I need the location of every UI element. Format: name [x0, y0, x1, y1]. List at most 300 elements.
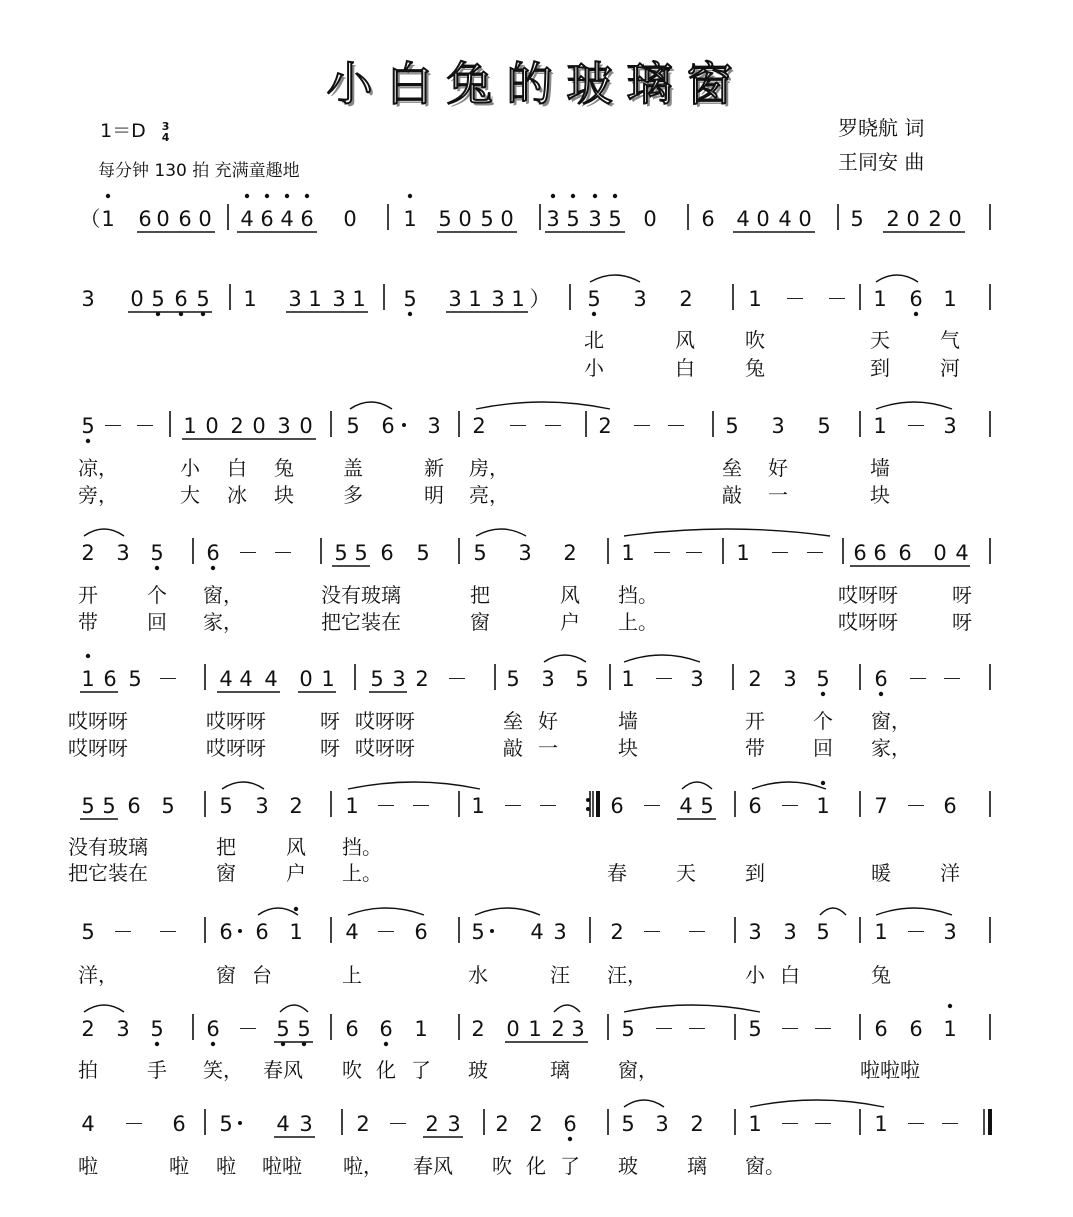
high-octave-dot	[86, 654, 90, 658]
note-7-18: 5	[748, 1017, 762, 1041]
lyric-6-2: 呀	[320, 709, 340, 733]
note-6-20: 3	[943, 920, 957, 944]
lyric-11-6: 了	[411, 1058, 431, 1082]
note-6-17: 5	[816, 920, 830, 944]
note-3-15: －	[683, 541, 705, 565]
note-7-22: 6	[909, 1017, 923, 1041]
lyric-2-3: 兔	[274, 456, 294, 480]
note-2-18: 5	[725, 414, 739, 438]
slur-arc	[624, 1005, 760, 1012]
high-octave-dot	[551, 194, 555, 198]
low-octave-dot	[384, 1042, 388, 1046]
note-4-13: 5	[506, 667, 520, 691]
note-1-14: 1	[511, 287, 525, 311]
lyric-11-3: 春风	[263, 1058, 303, 1082]
low-octave-dot	[821, 692, 825, 696]
note-8-14: 3	[655, 1112, 669, 1136]
lyric-12-6: 吹	[492, 1154, 512, 1178]
lyric-3-9: 块	[870, 483, 890, 507]
note-8-21: －	[939, 1112, 961, 1136]
low-octave-dot	[408, 312, 412, 316]
note-6-10: 4	[530, 920, 544, 944]
slur-arc	[476, 402, 610, 409]
lyric-11-0: 拍	[78, 1058, 98, 1082]
note-7-3: 6	[206, 1017, 220, 1041]
lyric-6-7: 开	[745, 709, 765, 733]
note-3-21: 6	[898, 541, 912, 565]
note-7-20: －	[812, 1017, 834, 1041]
lyric-6-3: 哎呀呀	[355, 709, 415, 733]
note-2-7: 3	[277, 414, 291, 438]
note-6-16: 3	[783, 920, 797, 944]
lyric-3-2: 冰	[227, 483, 247, 507]
lyric-11-4: 吹	[342, 1058, 362, 1082]
lyric-10-5: 汪	[550, 963, 570, 987]
note-7-21: 6	[874, 1017, 888, 1041]
note-5-10: 1	[471, 794, 485, 818]
lyric-2-0: 凉，	[78, 456, 118, 480]
lyric-12-10: 璃	[687, 1154, 707, 1178]
lyric-9-1: 窗	[216, 861, 236, 885]
note-7-7: 6	[345, 1017, 359, 1041]
augmentation-dot	[238, 1121, 242, 1125]
high-octave-dot	[285, 194, 289, 198]
note-1-10: 5	[403, 287, 417, 311]
note-5-18: －	[779, 794, 801, 818]
note-4-14: 3	[541, 667, 555, 691]
note-7-0: 2	[81, 1017, 95, 1041]
high-octave-dot	[106, 194, 110, 198]
lyric-10-4: 水	[468, 963, 488, 987]
note-4-19: 2	[748, 667, 762, 691]
lyric-7-8: 回	[813, 736, 833, 760]
low-octave-dot	[155, 1042, 159, 1046]
note-3-2: 5	[150, 541, 164, 565]
note-0-29: 2	[928, 207, 942, 231]
lyric-11-7: 玻	[468, 1058, 488, 1082]
note-4-3: －	[157, 667, 179, 691]
note-0-20: 0	[643, 207, 657, 231]
note-0-6: 4	[240, 207, 254, 231]
note-1-23: 6	[909, 287, 923, 311]
lyric-5-1: 回	[147, 610, 167, 634]
note-5-20: 7	[874, 794, 888, 818]
lyric-3-8: 一	[768, 483, 788, 507]
lyric-9-4: 春	[607, 861, 627, 885]
note-3-7: 5	[354, 541, 368, 565]
high-octave-dot	[265, 194, 269, 198]
lyric-11-2: 笑，	[203, 1058, 243, 1082]
note-0-0: （	[79, 207, 101, 231]
lyric-5-2: 家，	[203, 610, 243, 634]
lyric-7-3: 哎呀呀	[355, 736, 415, 760]
note-2-8: 0	[299, 414, 313, 438]
lyric-10-6: 汪，	[607, 963, 647, 987]
note-7-2: 5	[150, 1017, 164, 1041]
note-2-10: 6	[381, 414, 395, 438]
lyric-10-3: 上	[342, 963, 362, 987]
lyric-9-0: 把它装在	[68, 861, 148, 885]
note-6-5: 1	[289, 920, 303, 944]
note-6-19: －	[905, 920, 927, 944]
slur-arc	[350, 402, 392, 409]
note-5-2: 6	[127, 794, 141, 818]
lyric-4-4: 把	[470, 583, 490, 607]
lyric-6-1: 哎呀呀	[206, 709, 266, 733]
lyric-9-6: 到	[745, 861, 765, 885]
lyric-7-6: 块	[618, 736, 638, 760]
lyric-6-6: 墙	[618, 709, 638, 733]
note-7-6: 5	[297, 1017, 311, 1041]
slur-arc	[682, 782, 712, 789]
lyric-9-3: 上。	[342, 861, 382, 885]
lyric-2-6: 房，	[469, 456, 509, 480]
lyric-3-1: 大	[180, 483, 200, 507]
lyric-5-8: 呀	[952, 610, 972, 634]
lyric-0-2: 吹	[745, 328, 765, 352]
note-8-2: 6	[172, 1112, 186, 1136]
note-1-11: 3	[448, 287, 462, 311]
lyric-4-8: 呀	[952, 583, 972, 607]
lyric-11-9: 窗，	[618, 1058, 658, 1082]
lyric-5-6: 上。	[618, 610, 658, 634]
note-6-1: －	[112, 920, 134, 944]
note-0-26: 5	[850, 207, 864, 231]
note-0-18: 3	[588, 207, 602, 231]
lyric-7-7: 带	[745, 736, 765, 760]
note-4-8: 1	[321, 667, 335, 691]
note-0-7: 6	[260, 207, 274, 231]
lyric-10-0: 洋，	[78, 963, 118, 987]
lyric-2-4: 盖	[343, 456, 363, 480]
note-6-9: 5	[471, 920, 485, 944]
note-2-11: 3	[427, 414, 441, 438]
note-6-13: －	[641, 920, 663, 944]
high-octave-dot	[245, 194, 249, 198]
note-8-6: 2	[356, 1112, 370, 1136]
lyric-2-2: 白	[227, 456, 247, 480]
note-3-8: 6	[380, 541, 394, 565]
note-5-12: －	[537, 794, 559, 818]
note-2-2: －	[134, 414, 156, 438]
note-5-6: 2	[289, 794, 303, 818]
note-0-8: 4	[280, 207, 294, 231]
lyric-5-3: 把它装在	[321, 610, 401, 634]
lyric-3-6: 亮，	[469, 483, 509, 507]
note-2-4: 0	[205, 414, 219, 438]
note-0-19: 5	[608, 207, 622, 231]
lyricist-credit: 罗晓航 词	[838, 116, 925, 140]
lyric-1-4: 河	[940, 356, 960, 380]
high-octave-dot	[408, 194, 412, 198]
note-5-3: 5	[161, 794, 175, 818]
note-7-12: 1	[528, 1017, 542, 1041]
slur-arc	[348, 782, 480, 789]
slur-arc	[475, 908, 540, 915]
note-3-20: 6	[873, 541, 887, 565]
note-1-18: 2	[679, 287, 693, 311]
note-4-6: 4	[264, 667, 278, 691]
lyric-3-5: 明	[424, 483, 444, 507]
lyric-7-1: 哎呀呀	[206, 736, 266, 760]
slur-arc	[624, 655, 700, 662]
lyric-12-0: 啦	[78, 1154, 98, 1178]
note-3-1: 3	[116, 541, 130, 565]
lyric-12-1: 啦	[169, 1154, 189, 1178]
lyric-5-0: 带	[78, 610, 98, 634]
note-6-3: 6	[219, 920, 233, 944]
note-2-14: －	[542, 414, 564, 438]
note-2-19: 3	[771, 414, 785, 438]
lyric-12-4: 啦，	[343, 1154, 383, 1178]
note-0-2: 6	[138, 207, 152, 231]
note-2-15: 2	[598, 414, 612, 438]
note-7-13: 2	[551, 1017, 565, 1041]
note-8-7: －	[387, 1112, 409, 1136]
lyric-4-3: 没有玻璃	[321, 583, 401, 607]
lyric-4-0: 开	[78, 583, 98, 607]
low-octave-dot	[211, 1042, 215, 1046]
note-4-0: 1	[81, 667, 95, 691]
note-7-23: 1	[943, 1017, 957, 1041]
lyric-12-7: 化	[526, 1154, 546, 1178]
lyric-5-5: 户	[560, 610, 580, 634]
lyric-11-5: 化	[376, 1058, 396, 1082]
note-4-21: 5	[816, 667, 830, 691]
note-3-10: 5	[473, 541, 487, 565]
note-7-16: －	[653, 1017, 675, 1041]
note-0-5: 0	[198, 207, 212, 231]
note-8-16: 1	[748, 1112, 762, 1136]
note-0-24: 4	[778, 207, 792, 231]
lyric-12-5: 春风	[413, 1154, 453, 1178]
high-octave-dot	[593, 194, 597, 198]
note-0-15: 0	[500, 207, 514, 231]
note-1-24: 1	[943, 287, 957, 311]
lyric-8-0: 没有玻璃	[68, 835, 148, 859]
note-2-17: －	[665, 414, 687, 438]
note-8-1: －	[123, 1112, 145, 1136]
lyric-9-7: 暖	[871, 861, 891, 885]
note-0-10: 0	[343, 207, 357, 231]
lyric-11-10: 啦啦啦	[860, 1058, 920, 1082]
note-7-8: 6	[379, 1017, 393, 1041]
note-4-2: 5	[128, 667, 142, 691]
note-8-4: 4	[276, 1112, 290, 1136]
note-2-22: －	[905, 414, 927, 438]
lyric-3-4: 多	[343, 483, 363, 507]
lyric-6-9: 窗，	[871, 709, 911, 733]
note-2-13: －	[507, 414, 529, 438]
note-2-20: 5	[817, 414, 831, 438]
slur-arc	[476, 529, 526, 536]
slur-arc	[258, 908, 298, 915]
lyric-2-7: 垒	[722, 456, 742, 480]
slur-arc	[84, 529, 124, 536]
augmentation-dot	[402, 423, 406, 427]
lyric-2-5: 新	[424, 456, 444, 480]
note-7-5: 5	[276, 1017, 290, 1041]
note-3-12: 2	[563, 541, 577, 565]
lyric-0-1: 风	[675, 328, 695, 352]
slur-arc	[624, 1100, 664, 1107]
note-8-5: 3	[299, 1112, 313, 1136]
note-0-13: 0	[458, 207, 472, 231]
high-octave-dot	[948, 1004, 952, 1008]
lyric-8-2: 风	[286, 835, 306, 859]
note-7-15: 5	[621, 1017, 635, 1041]
lyric-7-2: 呀	[320, 736, 340, 760]
note-1-15: ）	[529, 287, 551, 311]
note-7-4: －	[237, 1017, 259, 1041]
note-7-11: 0	[506, 1017, 520, 1041]
note-5-17: 6	[748, 794, 762, 818]
lyric-0-0: 北	[584, 328, 604, 352]
note-8-0: 4	[81, 1112, 95, 1136]
note-5-9: －	[410, 794, 432, 818]
lyric-12-11: 窗。	[745, 1154, 785, 1178]
slur-arc	[590, 275, 640, 282]
slur-arc	[280, 1005, 308, 1012]
note-1-22: 1	[873, 287, 887, 311]
note-1-4: 5	[196, 287, 210, 311]
lyric-4-2: 窗，	[203, 583, 243, 607]
slur-arc	[84, 1005, 124, 1012]
note-8-15: 2	[690, 1112, 704, 1136]
note-2-6: 0	[252, 414, 266, 438]
high-octave-dot	[571, 194, 575, 198]
note-8-19: 1	[874, 1112, 888, 1136]
note-2-12: 2	[472, 414, 486, 438]
lyric-7-9: 家，	[871, 736, 911, 760]
lyric-9-5: 天	[676, 861, 696, 885]
note-6-2: －	[157, 920, 179, 944]
lyric-4-7: 哎呀呀	[838, 583, 898, 607]
composer-credit: 王同安 曲	[838, 150, 925, 174]
note-6-4: 6	[255, 920, 269, 944]
lyric-5-4: 窗	[470, 610, 490, 634]
note-3-18: －	[804, 541, 826, 565]
note-0-23: 0	[756, 207, 770, 231]
lyric-2-1: 小	[180, 456, 200, 480]
note-8-3: 5	[219, 1112, 233, 1136]
lyric-3-0: 旁，	[78, 483, 118, 507]
lyric-0-4: 气	[940, 328, 960, 352]
note-0-14: 5	[480, 207, 494, 231]
lyric-8-3: 挡。	[342, 835, 382, 859]
note-4-5: 4	[239, 667, 253, 691]
slur-arc	[876, 402, 952, 409]
note-2-16: －	[631, 414, 653, 438]
slur-arc	[752, 782, 826, 789]
lyric-10-2: 台	[252, 963, 272, 987]
note-4-24: －	[941, 667, 963, 691]
note-0-4: 6	[178, 207, 192, 231]
slur-arc	[820, 908, 846, 915]
note-3-9: 5	[416, 541, 430, 565]
note-4-18: 3	[690, 667, 704, 691]
note-4-1: 6	[103, 667, 117, 691]
lyric-7-5: 一	[538, 736, 558, 760]
note-8-10: 2	[495, 1112, 509, 1136]
note-5-22: 6	[943, 794, 957, 818]
lyric-12-2: 啦	[216, 1154, 236, 1178]
note-1-3: 6	[174, 287, 188, 311]
note-2-9: 5	[346, 414, 360, 438]
note-1-21: －	[826, 287, 848, 311]
lyric-10-7: 小	[745, 963, 765, 987]
lyric-4-5: 风	[560, 583, 580, 607]
note-4-10: 3	[392, 667, 406, 691]
note-0-25: 0	[798, 207, 812, 231]
note-6-12: 2	[610, 920, 624, 944]
note-7-1: 3	[116, 1017, 130, 1041]
lyric-2-8: 好	[768, 456, 788, 480]
lyric-8-1: 把	[216, 835, 236, 859]
lyric-12-3: 啦啦	[262, 1154, 302, 1178]
lyric-6-0: 哎呀呀	[68, 709, 128, 733]
slur-arc	[876, 908, 952, 915]
note-6-7: －	[375, 920, 397, 944]
note-0-17: 5	[566, 207, 580, 231]
low-octave-dot	[914, 312, 918, 316]
low-octave-dot	[879, 692, 883, 696]
note-2-0: 5	[81, 414, 95, 438]
note-4-23: －	[907, 667, 929, 691]
note-6-8: 6	[414, 920, 428, 944]
note-1-8: 3	[332, 287, 346, 311]
note-3-4: －	[237, 541, 259, 565]
note-4-17: －	[653, 667, 675, 691]
note-1-12: 1	[468, 287, 482, 311]
high-octave-dot	[821, 781, 825, 785]
note-0-28: 0	[906, 207, 920, 231]
note-3-22: 0	[933, 541, 947, 565]
note-0-9: 6	[300, 207, 314, 231]
time-signature-numerator: 3	[161, 119, 170, 133]
note-3-0: 2	[81, 541, 95, 565]
note-2-21: 1	[873, 414, 887, 438]
note-1-1: 0	[130, 287, 144, 311]
note-0-27: 2	[886, 207, 900, 231]
low-octave-dot	[592, 312, 596, 316]
slur-arc	[544, 655, 586, 662]
note-4-11: 2	[415, 667, 429, 691]
note-0-12: 5	[438, 207, 452, 231]
note-2-1: －	[102, 414, 124, 438]
note-8-17: －	[779, 1112, 801, 1136]
repeat-dot	[586, 807, 590, 811]
slur-arc	[876, 275, 918, 282]
note-1-7: 1	[308, 287, 322, 311]
lyric-10-1: 窗	[216, 963, 236, 987]
note-5-13: 6	[610, 794, 624, 818]
lyric-1-1: 白	[675, 356, 695, 380]
note-2-5: 2	[230, 414, 244, 438]
note-4-9: 5	[370, 667, 384, 691]
note-0-30: 0	[948, 207, 962, 231]
lyric-0-3: 天	[870, 328, 890, 352]
note-4-16: 1	[621, 667, 635, 691]
note-1-13: 3	[491, 287, 505, 311]
note-2-3: 1	[183, 414, 197, 438]
note-5-1: 5	[102, 794, 116, 818]
note-7-14: 3	[571, 1017, 585, 1041]
note-7-9: 1	[414, 1017, 428, 1041]
note-1-5: 1	[243, 287, 257, 311]
note-4-22: 6	[874, 667, 888, 691]
song-title: 小白兔的玻璃窗	[326, 57, 747, 111]
